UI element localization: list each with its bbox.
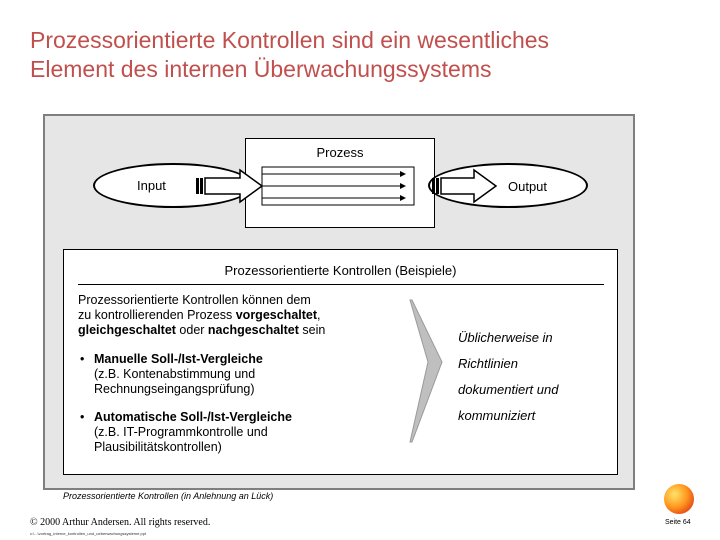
bullet-dot-icon: • xyxy=(80,352,85,366)
file-path: c:\...\vortrag_interne_kontrollen_und_ueberwachungssysteme.ppt xyxy=(30,531,147,536)
source-note: Prozessorientierte Kontrollen (in Anlehnung an Lück) xyxy=(63,491,274,501)
title-line-1: Prozessorientierte Kontrollen sind ein wesentliches xyxy=(30,27,550,53)
bullet-automatic-line-2: (z.B. IT-Programmkontrolle und xyxy=(94,425,268,439)
copyright-notice: © 2000 Arthur Andersen. All rights reserved. xyxy=(30,517,211,528)
intro-line-1: Prozessorientierte Kontrollen können dem xyxy=(78,293,311,307)
right-text-2: Richtlinien xyxy=(458,356,518,371)
bullet-manual-line-3: Rechnungseingangsprüfung) xyxy=(94,382,255,396)
bullet-automatic-title-text: Automatische Soll-/Ist-Vergleiche xyxy=(94,410,292,424)
title-line-2: Element des internen Überwachungssystems xyxy=(30,56,492,82)
intro-bold-nachgeschaltet: nachgeschaltet xyxy=(207,323,299,337)
input-label: Input xyxy=(137,178,166,193)
intro-comma: , xyxy=(317,308,321,322)
intro-text-a: zu kontrollierenden Prozess xyxy=(78,308,236,322)
controls-title: Prozessorientierte Kontrollen (Beispiele) xyxy=(224,263,457,278)
intro-bold-vorgeschaltet: vorgeschaltet xyxy=(235,308,318,322)
right-text-1: Üblicherweise in xyxy=(458,330,553,345)
chevron-arrow-icon xyxy=(410,300,442,442)
right-text-3: dokumentiert und xyxy=(458,382,559,397)
bullet-manual-line-2: (z.B. Kontenabstimmung und xyxy=(94,367,256,381)
right-text-4: kommuniziert xyxy=(458,408,536,423)
output-label: Output xyxy=(508,179,548,194)
page-number: Seite 64 xyxy=(665,519,691,526)
process-label: Prozess xyxy=(316,145,364,160)
bullet-manual-title-text: Manuelle Soll-/Ist-Vergleiche xyxy=(94,352,263,366)
bullet-automatic-line-3: Plausibilitätskontrollen) xyxy=(94,440,222,454)
intro-bold-gleichgeschaltet: gleichgeschaltet xyxy=(78,323,176,337)
bullet-dot-icon: • xyxy=(80,410,85,424)
intro-text-b: oder xyxy=(175,323,208,337)
intro-text-c: sein xyxy=(298,323,326,337)
company-logo-icon xyxy=(664,484,694,514)
